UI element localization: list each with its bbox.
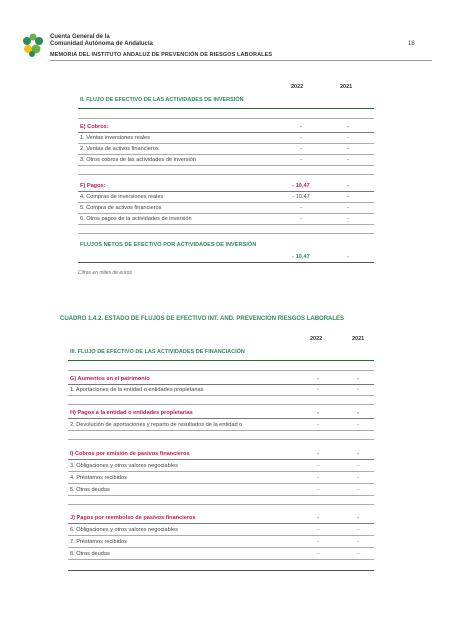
divider: [78, 110, 374, 119]
table-row: [68, 385, 374, 396]
value-2021: -: [347, 146, 349, 152]
table-row: [68, 473, 374, 484]
value-2022: -: [300, 216, 302, 222]
section-title: III. FLUJO DE EFECTIVO DE LAS ACTIVIDADES DE FINANCIACIÓN: [70, 349, 245, 355]
table-row: [68, 374, 374, 385]
table-row: [78, 133, 374, 144]
value-2021: -: [347, 124, 349, 130]
table-row: [78, 203, 374, 214]
row-label: G) Aumentos en el patrimonio: [70, 376, 150, 382]
header-divider: [50, 60, 432, 61]
value-2021: -: [357, 410, 359, 416]
value-2022: -: [317, 487, 319, 493]
junta-andalucia-logo-icon: [20, 32, 46, 58]
row-label: 2. Devolución de aportaciones y reparto de resultados de la entidad o: [70, 422, 243, 428]
row-label: 5. Compra de activos financieros: [80, 205, 162, 211]
table-row: [68, 461, 374, 472]
units-note: Cifras en miles de euros: [78, 270, 132, 276]
value-2021: -: [347, 135, 349, 141]
org-name-line1: Cuenta General de la: [50, 34, 110, 40]
value-2022: -: [317, 551, 319, 557]
section-title: II. FLUJO DE EFECTIVO DE LAS ACTIVIDADES DE INVERSIÓN: [80, 97, 244, 103]
row-label: H) Pagos a la entidad o entidades propietarias: [70, 410, 193, 416]
table-row: [78, 155, 374, 166]
row-label: 4. Préstamos recibidos: [70, 475, 127, 481]
value-2021: -: [357, 475, 359, 481]
table-row: [78, 122, 374, 133]
value-2022: -: [300, 205, 302, 211]
row-label: 4. Compras de inversiones reales: [80, 194, 164, 200]
table-row: [68, 525, 374, 536]
divider: [78, 225, 374, 234]
row-label: 8. Otras deudas: [70, 551, 110, 557]
row-label: 7. Préstamos recibidos: [70, 539, 127, 545]
table-row: [78, 181, 374, 192]
value-2021: -: [357, 551, 359, 557]
row-label: 3. Obligaciones y otros valores negociables: [70, 463, 178, 469]
value-2022: -: [317, 376, 319, 382]
table-row: [68, 420, 374, 431]
document-title: MEMORIA DEL INSTITUTO ANDALUZ DE PREVENCIÓN DE RIESGOS LABORALES: [50, 52, 273, 58]
table-row: [68, 485, 374, 496]
row-label: 1. Aportaciones de la entidad o entidades propietarias: [70, 387, 204, 393]
value-2022: -: [317, 410, 319, 416]
value-2021: -: [357, 387, 359, 393]
year-2021-header: 2021: [340, 84, 353, 90]
value-2021: -: [357, 376, 359, 382]
value-2021: -: [347, 157, 349, 163]
value-2021: -: [357, 539, 359, 545]
value-2022: -: [300, 146, 302, 152]
row-label: 6. Obligaciones y otros valores negociables: [70, 527, 178, 533]
net-value-2022: - 10,47: [292, 254, 310, 260]
value-2022: -: [317, 387, 319, 393]
year-2022-header: 2022: [291, 84, 304, 90]
divider: [68, 362, 374, 371]
value-2022: -: [317, 527, 319, 533]
table-row: [68, 449, 374, 460]
table-row: [78, 144, 374, 155]
divider: [68, 396, 374, 405]
divider: [78, 166, 374, 175]
financing-cashflow-table: [68, 334, 374, 580]
value-2022: -: [300, 135, 302, 141]
value-2021: -: [347, 216, 349, 222]
table-row: [68, 513, 374, 524]
page-number: 18: [408, 41, 415, 47]
value-2021: -: [347, 194, 349, 200]
value-2021: -: [347, 205, 349, 211]
value-2022: -: [300, 124, 302, 130]
value-2022: -: [317, 515, 319, 521]
row-label: 5. Otras deudas: [70, 487, 110, 493]
value-2021: -: [357, 451, 359, 457]
row-label: E) Cobros:: [80, 124, 109, 130]
value-2022: -: [317, 475, 319, 481]
table-header: [78, 82, 374, 109]
value-2021: -: [357, 515, 359, 521]
table-header: [68, 334, 374, 361]
net-value-2021: -: [347, 254, 349, 260]
value-2022: - 10,47: [292, 194, 310, 200]
divider: [68, 431, 374, 440]
table-caption: CUADRO 1.4.2. ESTADO DE FLUJOS DE EFECTIVO INT. AND. PREVENCIÓN RIESGOS LABORALES: [60, 316, 345, 322]
table-row: [68, 549, 374, 560]
value-2022: - 10,47: [292, 183, 310, 189]
value-2021: -: [357, 463, 359, 469]
year-2021-header: 2021: [352, 336, 365, 342]
table-row: [78, 214, 374, 225]
value-2022: -: [317, 422, 319, 428]
value-2021: -: [357, 422, 359, 428]
row-label: F) Pagos:: [80, 183, 106, 189]
table-row: [78, 192, 374, 203]
org-name-line2: Comunidad Autónoma de Andalucía: [50, 41, 153, 47]
value-2021: -: [357, 527, 359, 533]
divider: [68, 496, 374, 505]
value-2022: -: [300, 157, 302, 163]
net-cashflow-row: [78, 241, 374, 263]
row-label: 3. Otros cobros de las actividades de inversión: [80, 157, 196, 163]
year-2022-header: 2022: [310, 336, 323, 342]
table-row: [68, 537, 374, 548]
divider: [68, 560, 374, 571]
row-label: I) Cobros por emisión de pasivos financieros: [70, 451, 190, 457]
row-label: 6. Otros pagos de la actividades de inversión: [80, 216, 192, 222]
value-2022: -: [317, 451, 319, 457]
value-2022: -: [317, 539, 319, 545]
value-2021: -: [357, 487, 359, 493]
row-label: J) Pagos por reembolso de pasivos financieros: [70, 515, 196, 521]
investing-cashflow-table: [78, 82, 374, 262]
value-2021: -: [347, 183, 349, 189]
net-cashflow-label: FLUJOS NETOS DE EFECTIVO POR ACTIVIDADES DE INVERSIÓN: [80, 242, 257, 248]
row-label: 1. Ventas inversiones reales: [80, 135, 150, 141]
page-header: [0, 0, 452, 64]
value-2022: -: [317, 463, 319, 469]
row-label: 2. Ventas de activos financieros: [80, 146, 159, 152]
table-row: [68, 408, 374, 419]
